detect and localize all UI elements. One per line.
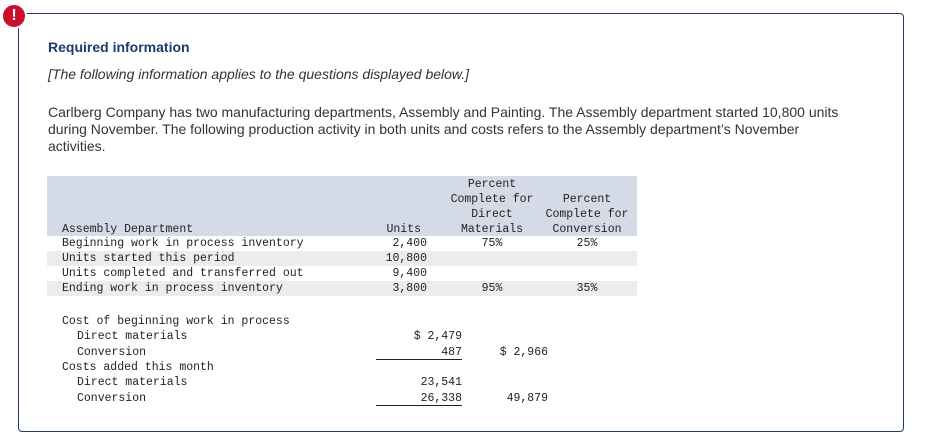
- header-conversion-line1: Percent: [562, 193, 612, 206]
- added-materials-label: Direct materials: [77, 376, 188, 389]
- row-materials-pct: 95%: [481, 282, 503, 295]
- header-materials-line3: Direct: [471, 208, 513, 221]
- row-label: Ending work in process inventory: [62, 282, 283, 295]
- row-conversion-pct: 25%: [576, 237, 598, 250]
- header-conversion-line2: Complete for: [545, 208, 629, 221]
- costs-added-label: Costs added this month: [62, 361, 214, 374]
- bwip-materials-value: $ 2,479: [413, 330, 462, 343]
- cost-beginning-label: Cost of beginning work in process: [62, 315, 290, 328]
- row-units: 9,400: [392, 267, 427, 280]
- info-note: [The following information applies to the questions displayed below.]: [48, 66, 470, 82]
- row-materials-pct: 75%: [481, 237, 503, 250]
- header-materials-line4: Materials: [460, 223, 524, 236]
- row-units: 2,400: [392, 237, 427, 250]
- bwip-conversion-value: 487: [376, 346, 462, 360]
- added-total-value: 49,879: [506, 392, 548, 405]
- bwip-conversion-label: Conversion: [77, 346, 147, 359]
- bwip-materials-label: Direct materials: [77, 330, 188, 343]
- header-units: Units: [386, 223, 421, 236]
- row-units: 3,800: [392, 282, 427, 295]
- row-conversion-pct: 35%: [576, 282, 598, 295]
- header-materials-line2: Complete for: [450, 193, 534, 206]
- added-conversion-value: 26,338: [376, 392, 462, 406]
- header-conversion-line3: Conversion: [552, 223, 622, 236]
- row-label: Beginning work in process inventory: [62, 237, 304, 250]
- header-department: Assembly Department: [62, 223, 194, 236]
- added-materials-value: 23,541: [420, 376, 462, 389]
- row-label: Units started this period: [62, 252, 235, 265]
- added-conversion-label: Conversion: [77, 392, 147, 405]
- header-materials-line1: Percent: [467, 178, 517, 191]
- alert-icon: !: [1, 3, 27, 29]
- row-units: 10,800: [385, 252, 427, 265]
- row-label: Units completed and transferred out: [62, 267, 304, 280]
- section-title: Required information: [48, 39, 190, 55]
- bwip-total-value: $ 2,966: [499, 346, 548, 359]
- problem-description: Carlberg Company has two manufacturing departments, Assembly and Painting. The Assembly department started 10,800 units during November. The following production activity in both units and costs refers to the Assembly department’s November activities.: [48, 104, 839, 154]
